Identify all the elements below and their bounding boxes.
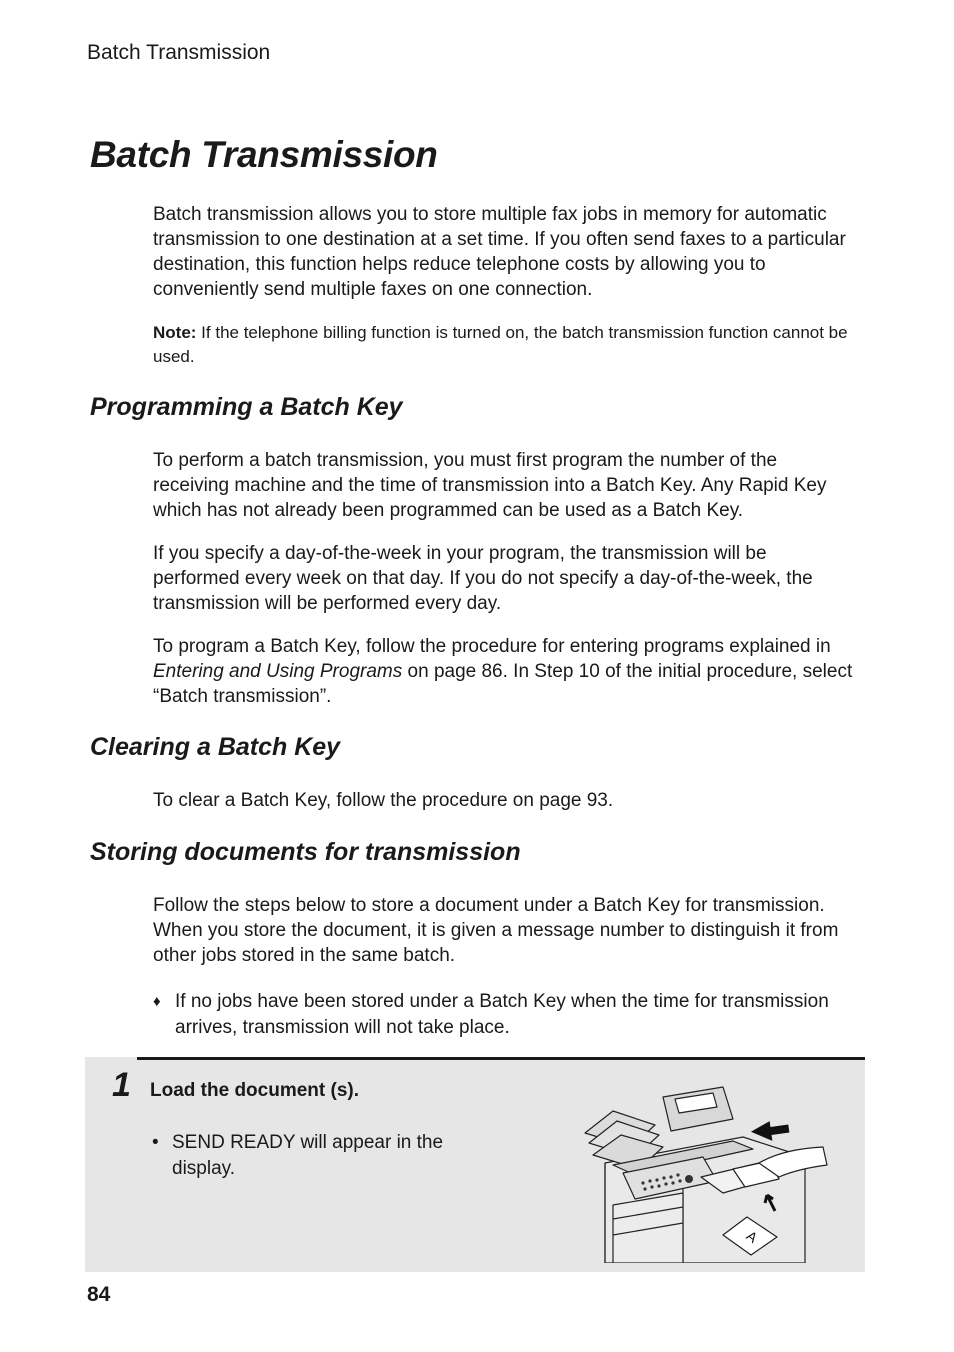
programming-paragraph-1: To perform a batch transmission, you must first program the number of the receiving machine and the time of transmission into a Batch Key. Any Rapid Key which has not already been programmed can be used as a Batch Key. <box>153 450 827 521</box>
bullet-icon: • <box>152 1132 159 1153</box>
storing-bullet-text: If no jobs have been stored under a Batch Key when the time for transmission arrives, transmission will not take place. <box>175 991 829 1038</box>
page-title: Batch Transmission <box>90 134 438 175</box>
diamond-bullet-icon: ♦ <box>153 993 161 1010</box>
fax-machine-illustration <box>583 1085 831 1263</box>
heading-clearing: Clearing a Batch Key <box>90 733 341 761</box>
step-title: Load the document (s). <box>150 1080 359 1101</box>
programming-paragraph-3 <box>153 634 853 709</box>
clearing-paragraph: To clear a Batch Key, follow the procedure on page 93. <box>153 790 614 811</box>
note-label: Note: <box>153 323 197 342</box>
step-1-panel <box>85 1057 865 1272</box>
document-letter: A <box>743 1227 761 1246</box>
step-bullet-text: SEND READY will appear in the display. <box>172 1132 444 1179</box>
step-number: 1 <box>112 1066 131 1104</box>
note-text: If the telephone billing function is turned on, the batch transmission function cannot be used. <box>153 323 848 366</box>
insert-arrow-icon <box>750 1119 790 1144</box>
p3-after: on page 86. In Step 10 of the initial procedure, select “Batch transmission”. <box>153 661 853 707</box>
programming-paragraph-2: If you specify a day-of-the-week in your program, the transmission will be performed every week on that day. If you do not specify a day-of-the-week, the transmission will be performed every day. <box>153 543 813 614</box>
heading-storing: Storing documents for transmission <box>90 838 521 866</box>
heading-programming: Programming a Batch Key <box>90 393 403 421</box>
storing-bullet <box>153 989 853 1041</box>
cross-reference: Entering and Using Programs <box>153 661 403 682</box>
step-bullet <box>152 1130 482 1182</box>
running-header: Batch Transmission <box>87 41 271 64</box>
note <box>153 321 853 368</box>
p3-before: To program a Batch Key, follow the procedure for entering programs explained in <box>153 636 831 657</box>
storing-paragraph: Follow the steps below to store a document under a Batch Key for transmission. When you store the document, it is given a message number to distinguish it from other jobs stored in the same batch. <box>153 895 839 966</box>
page-number: 84 <box>87 1283 111 1306</box>
intro-paragraph: Batch transmission allows you to store multiple fax jobs in memory for automatic transmission to one destination at a set time. If you often send faxes to a particular destination, this function helps reduce telephone costs by allowing you to conveniently send multiple faxes on one connection. <box>153 204 846 300</box>
step-divider <box>137 1057 865 1060</box>
